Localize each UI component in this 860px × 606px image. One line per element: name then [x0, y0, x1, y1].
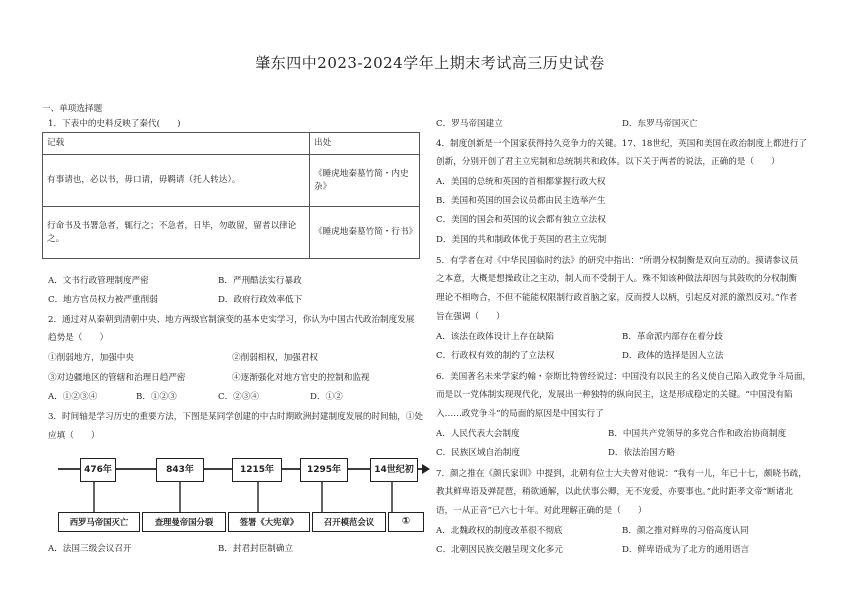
- q2-item-1: ①削弱地方，加强中央: [48, 353, 134, 363]
- q5-option-c: C．行政权有效的制约了立法权: [436, 351, 555, 361]
- q7-option-d: D．鲜卑语成为了北方的通用语言: [622, 545, 750, 555]
- q6-option-c: C．民族区域自治制度: [436, 448, 520, 458]
- q3-option-a: A．法国三级会议召开: [48, 544, 132, 554]
- q2-option-c: C．②③④: [218, 392, 259, 402]
- timeline-year: 1215年: [232, 458, 282, 482]
- timeline-axis: [0, 0, 430, 560]
- section-heading: 一、单项选择题: [42, 104, 103, 114]
- q1-option-c: C．地方官员权力被严重削弱: [48, 295, 158, 305]
- timeline-year: 14世纪初: [370, 458, 418, 482]
- q7-stem-line: 语，一从正音”已六七十年。对此理解正确的是（ ）: [436, 506, 647, 516]
- q4-option-c: C．美国的国会和英国的议会都有独立立法权: [436, 215, 606, 225]
- timeline-event: 查理曼帝国分裂: [142, 512, 226, 532]
- q2-option-b: B．①②③: [136, 392, 177, 402]
- timeline-event: 签署《大宪章》: [228, 512, 310, 532]
- q2-item-4: ④逐渐强化对地方官史的控制和监视: [232, 373, 370, 383]
- q5-option-a: A．该法在政体设计上存在缺陷: [436, 332, 554, 342]
- q4-option-a: A．美国的总统和英国的首相都掌握行政大权: [436, 177, 606, 187]
- q2-option-a: A．①②③④: [48, 392, 98, 402]
- timeline-year: 843年: [156, 458, 204, 482]
- q7-option-c: C．北朝因民族交融呈现文化多元: [436, 545, 563, 555]
- q6-option-a: A．人民代表大会制度: [436, 429, 520, 439]
- q7-stem-line: 教其鲜卑语及弹琵琶，稍欲通解，以此伏事公卿，无不宠爱，亦要事也。”此时距孝文帝“断诸北: [436, 487, 793, 497]
- q4-option-d: D．美国的共和制政体优于英国的君主立宪制: [436, 235, 607, 245]
- q1-option-b: B．严刑酷法实行暴政: [218, 276, 302, 286]
- timeline-event: 召开模范会议: [312, 512, 386, 532]
- table-cell: 有事请也，必以书，毋口请，毋羁请（托人转达）。: [43, 155, 310, 207]
- q5-stem-line: 之本意，大概是想操政让之主动，制人而不受制于人。殊不知该种做法却因与其鼓吹的分权制衡: [436, 274, 797, 284]
- q5-stem-line: 理论不相吻合，不但不能能权限制行政首脑之家，反而授人以柄，引起反对派的激烈反对。”作者: [436, 293, 798, 303]
- q1-option-d: D．政府行政效率低下: [218, 295, 303, 305]
- table-cell: 《睡虎地秦墓竹简・内史杂》: [310, 155, 420, 207]
- q6-option-b: B．中国共产党领导的多党合作和政治协商制度: [608, 429, 787, 439]
- q3-option-d: D．东罗马帝国灭亡: [622, 119, 698, 129]
- q5-option-d: D．政体的选择是因人立法: [622, 351, 724, 361]
- q7-option-a: A．北魏政权的制度改革很不彻底: [436, 526, 563, 536]
- q4-stem-line: 4．制度创新是一个国家获得持久竞争力的关键。17、18世纪，英国和美国在政治制度上都进行了: [436, 139, 808, 149]
- q1-option-a: A．文书行政管理制度严密: [48, 276, 149, 286]
- q3-stem-line2: 应填（ ）: [48, 431, 100, 441]
- q3-option-c: C．罗马帝国建立: [436, 119, 503, 129]
- q4-option-b: B．美国和英国的国会议员都由民主选举产生: [436, 196, 606, 206]
- q2-item-3: ③对边疆地区的管辖和治理日趋严密: [48, 373, 186, 383]
- q2-stem-line1: 2．通过对从秦朝到清朝中央、地方两级官制演变的基本史实学习，你认为中国古代政治制度发展: [48, 315, 415, 325]
- q2-stem-line2: 趋势是（ ）: [48, 333, 109, 343]
- q5-stem-line: 旨在强调（ ）: [436, 312, 505, 322]
- timeline-event: 西罗马帝国灭亡: [58, 512, 140, 532]
- timeline-year: 1295年: [300, 458, 348, 482]
- q6-stem-line: 6．美国著名未来学家约翰・奈斯比特曾经说过：中国没有以民主的名义使自己陷入政党争斗局面，: [436, 372, 812, 382]
- q7-stem-line: 7．颜之推在《颜氏家训》中提到，北朝有位士大夫曾对他说：“我有一儿，年已十七，颇晓书疏，: [436, 469, 807, 479]
- table-cell: 《睡虎地秦墓竹简・行书》: [310, 207, 420, 259]
- q6-stem-line: 入……政党争斗”的局面的原因是中国实行了: [436, 409, 604, 419]
- table-header-record: 记载: [43, 133, 310, 155]
- timeline-year: 476年: [80, 458, 116, 482]
- q3-stem-line1: 3．时间轴是学习历史的重要方法，下图是某同学创建的中古时期欧洲封建制度发展的时间轴，①处: [48, 412, 424, 422]
- q5-option-b: B．革命派内部存在着分歧: [622, 332, 723, 342]
- q3-option-b: B．封君封臣制确立: [218, 544, 294, 554]
- q2-option-d: D．①②: [310, 392, 343, 402]
- q6-option-d: D．依法治国方略: [608, 448, 676, 458]
- q1-stem: 1．下表中的史料反映了秦代( ): [48, 119, 181, 129]
- table-header-source: 出处: [310, 133, 420, 155]
- q5-stem-line: 5．有学者在对《中华民国临时约法》的研究中指出：“所谓分权制衡是双向互动的。摸请参议员: [436, 256, 799, 266]
- timeline-event: ①: [388, 512, 424, 532]
- page-title: 肇东四中2023-2024学年上期末考试高三历史试卷: [255, 54, 605, 72]
- q7-option-b: B．颜之推对鲜卑的习俗高度认同: [622, 526, 749, 536]
- q4-stem-line: 创新，分别开创了君主立宪制和总统制共和政体。以下关于两者的说法，正确的是（ ）: [436, 157, 780, 167]
- q6-stem-line: 而是以一党体制实现现代化，发展出一种独特的纵向民主，这是形成稳定的关键。“中国没有陷: [436, 390, 793, 400]
- table-cell: 行命书及书署急者，辄行之；不急者，日毕，勿敢留，留者以律论之。: [43, 207, 310, 259]
- q2-item-2: ②削弱相权，加强君权: [232, 353, 318, 363]
